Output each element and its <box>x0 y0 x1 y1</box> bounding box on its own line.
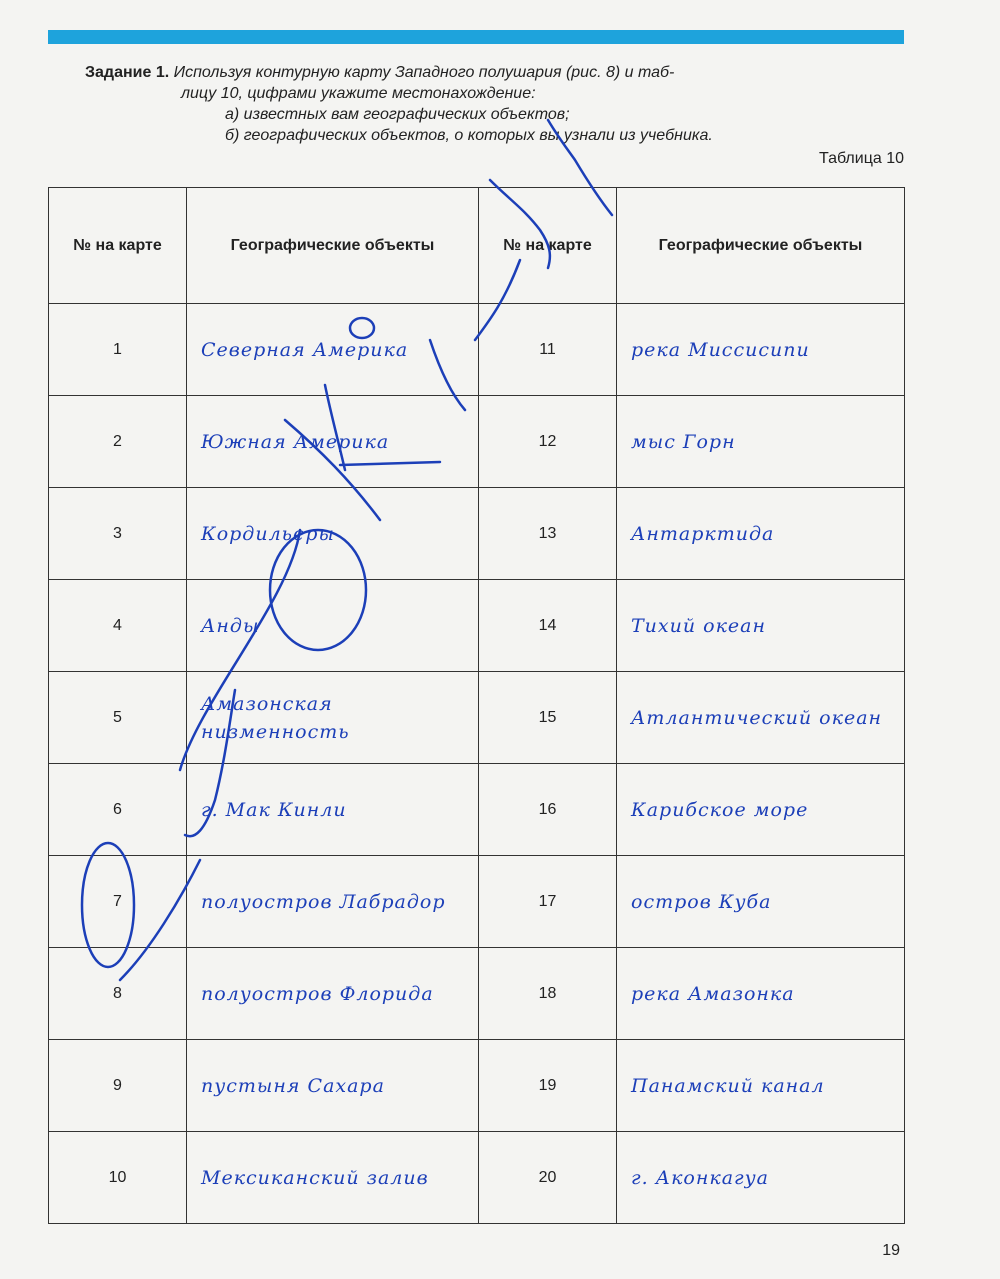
task-item-b: б) географических объектов, о которых вы узнали из учебника. <box>225 127 713 144</box>
table-row <box>49 580 905 672</box>
task-line-2: лицу 10, цифрами укажите местонахождение: <box>181 85 536 102</box>
row-number-right: 18 <box>479 948 617 1040</box>
row-object-right: остров Куба <box>617 856 905 948</box>
row-object-right: река Миссисипи <box>617 304 905 396</box>
task-text <box>85 62 845 146</box>
table-row <box>49 764 905 856</box>
row-number-left: 10 <box>49 1132 187 1224</box>
table-row <box>49 396 905 488</box>
row-object-left: Мексиканский залив <box>187 1132 479 1224</box>
row-object-right: Атлантический океан <box>617 672 905 764</box>
row-number-right: 13 <box>479 488 617 580</box>
task-line-1: Используя контурную карту Западного полушария (рис. 8) и таб- <box>173 64 675 81</box>
task-item-a: а) известных вам географических объектов; <box>225 106 570 123</box>
header-objects-2: Географические объекты <box>617 188 905 304</box>
table-row <box>49 304 905 396</box>
header-number-1: № на карте <box>49 188 187 304</box>
row-number-left: 4 <box>49 580 187 672</box>
row-object-right: Антарктида <box>617 488 905 580</box>
row-object-right: Панамский канал <box>617 1040 905 1132</box>
row-object-left: полуостров Флорида <box>187 948 479 1040</box>
table-row <box>49 1040 905 1132</box>
row-number-left: 9 <box>49 1040 187 1132</box>
row-number-right: 14 <box>479 580 617 672</box>
table-header-row <box>49 188 905 304</box>
table-caption: Таблица 10 <box>819 150 904 167</box>
top-accent-bar <box>48 30 904 44</box>
row-number-right: 17 <box>479 856 617 948</box>
row-number-right: 16 <box>479 764 617 856</box>
row-object-right: мыс Горн <box>617 396 905 488</box>
table-row <box>49 948 905 1040</box>
row-number-right: 12 <box>479 396 617 488</box>
task-label: Задание 1. <box>85 64 170 81</box>
row-object-left: Анды <box>187 580 479 672</box>
row-number-right: 19 <box>479 1040 617 1132</box>
row-number-left: 2 <box>49 396 187 488</box>
table-row <box>49 672 905 764</box>
row-object-left: г. Мак Кинли <box>187 764 479 856</box>
row-number-right: 20 <box>479 1132 617 1224</box>
row-number-left: 6 <box>49 764 187 856</box>
objects-table <box>48 187 905 1224</box>
header-number-2: № на карте <box>479 188 617 304</box>
row-number-right: 11 <box>479 304 617 396</box>
row-object-right: река Амазонка <box>617 948 905 1040</box>
row-number-left: 3 <box>49 488 187 580</box>
row-object-left: Южная Америка <box>187 396 479 488</box>
row-number-left: 8 <box>49 948 187 1040</box>
row-object-right: Карибское море <box>617 764 905 856</box>
header-objects-1: Географические объекты <box>187 188 479 304</box>
row-number-left: 5 <box>49 672 187 764</box>
row-object-left: Кордильеры <box>187 488 479 580</box>
table-row <box>49 856 905 948</box>
row-object-right: Тихий океан <box>617 580 905 672</box>
row-object-left: полуостров Лабрадор <box>187 856 479 948</box>
row-number-left: 1 <box>49 304 187 396</box>
row-object-left: пустыня Сахара <box>187 1040 479 1132</box>
page-number: 19 <box>882 1242 900 1259</box>
row-object-right: г. Аконкагуа <box>617 1132 905 1224</box>
row-object-left: Амазонская низменность <box>187 672 479 764</box>
table-row <box>49 1132 905 1224</box>
row-number-right: 15 <box>479 672 617 764</box>
row-object-left: Северная Америка <box>187 304 479 396</box>
row-number-left: 7 <box>49 856 187 948</box>
table-row <box>49 488 905 580</box>
